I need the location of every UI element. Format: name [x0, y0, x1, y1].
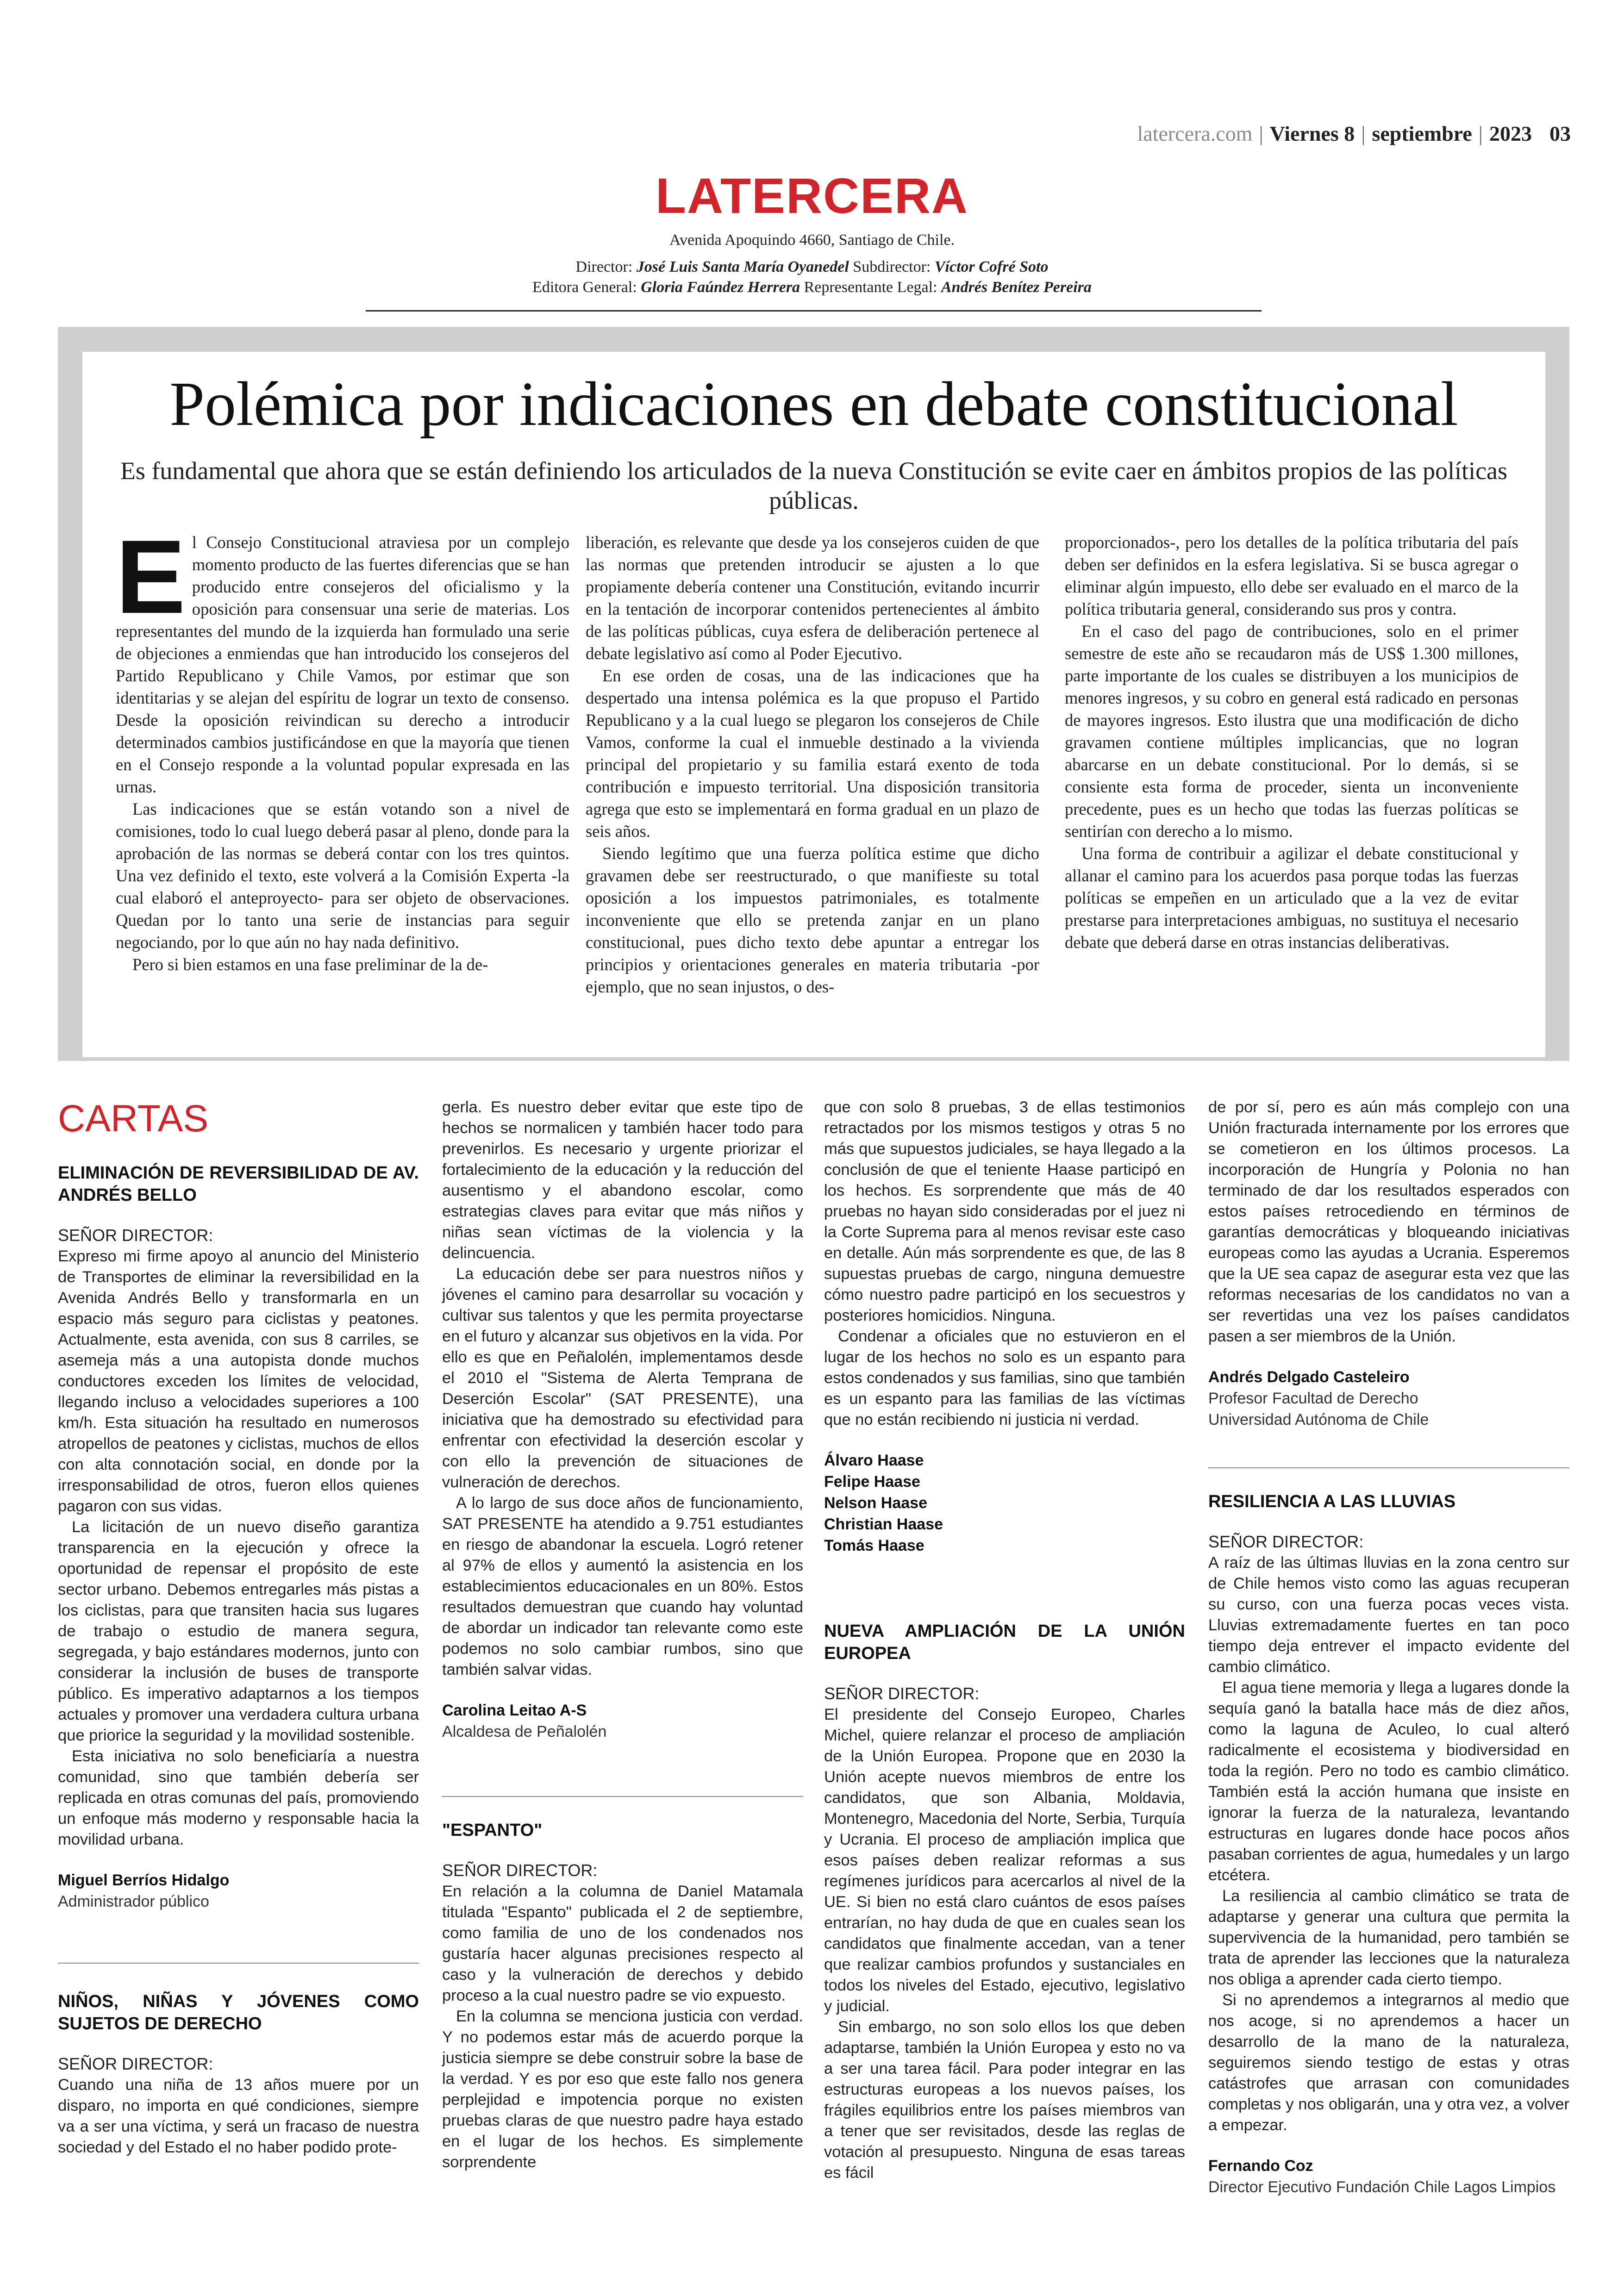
letter-paragraph: Esta iniciativa no solo beneficiaría a nuestra comunidad, sino que también debería ser replicada en otras comunas del país, promoviendo un enfoque más moderno y responsable hacia la movilidad urbana.	[58, 1747, 419, 1848]
letter-paragraph: A lo largo de sus doce años de funcionamiento, SAT PRESENTE ha atendido a 9.751 estudiantes en riesgo de abandonar la escuela. Logró retener al 97% de ellos y aumentó la asistencia en los establecimientos educacionales en un 80%. Estos resultados demuestran que cuando hay voluntad de abordar un indicador tan relevante como este podemos no solo cambiar rumbos, sino que también salvar vidas.	[442, 1494, 803, 1678]
editorial-paragraph: proporcionados-, pero los detalles de la política tributaria del país deben ser definidos en la esfera legislativa. Si se busca agregar o eliminar algún impuesto, ello debe ser evaluado en el marco de la política tributaria general, considerando sus pros y contra.	[1065, 533, 1518, 618]
credits-line-1: Director: José Luis Santa María Oyanedel Subdirector: Víctor Cofré Soto	[575, 258, 1049, 275]
letter-divider	[442, 1796, 803, 1797]
letters-column-1	[58, 1162, 419, 1912]
letter-paragraph: En relación a la columna de Daniel Matamala titulada "Espanto" publicada el 2 de septiembre, como familia de uno de los condenados nos gustaría hacer algunas precisiones respecto al caso y la vulneración de derechos y debido proceso a la cual nuestro padre se vio expuesto.	[442, 1883, 803, 2004]
editorial-paragraph: En el caso del pago de contribuciones, solo en el primer semestre de este año se recaudaron más de US$ 1.300 millones, parte importante de los cuales se distribuyen a los municipios de menores ingresos, y su cobro en general está radicado en personas de mayores ingresos. Esto ilustra que una modificación de dicho gravamen contiene múltiples implicancias, que no logran abarcarse en un debate constitucional. Por lo demás, si se consiente esta forma de proceder, sienta un inconveniente precedente, pues es un hecho que todas las fuerzas políticas se sentirían con derecho a lo mismo.	[1065, 622, 1518, 841]
subdirector-name: Víctor Cofré Soto	[934, 258, 1049, 275]
letter-signature: Fernando Coz	[1208, 2157, 1313, 2175]
letter-paragraph: que con solo 8 pruebas, 3 de ellas testimonios retractados por los mismos testigos y otras 5 no más que supuestos judiciales, se haya llegado a la conclusión de que el teniente Haase participó en los hechos. Es sorprendente que más de 40 pruebas no hayan sido consideradas por el juez ni la Corte Suprema para al menos revisar este caso en detalle. Aún más sorprendente es que, de las 8 supuestas pruebas de cargo, ninguna demuestre cómo nuestro padre participó en los secuestros y posteriores homicidios. Ninguna.	[824, 1098, 1185, 1324]
cartas-section-title: CARTAS	[58, 1098, 209, 1140]
letter-paragraph: La educación debe ser para nuestros niños y jóvenes el camino para desarrollar su vocación y cultivar sus talentos y que les permita proyectarse en el futuro y alcanzar sus objetivos en la vida. Por ello es que en Peñalolén, implementamos desde el 2010 el "Sistema de Alerta Temprana de Deserción Escolar" (SAT PRESENTE), una iniciativa que ha demostrado su efectividad para enfrentar con efectividad la deserción escolar y con ello la prevención de situaciones de vulneración de derechos.	[442, 1265, 803, 1491]
letters-column-3	[824, 1097, 1185, 1556]
letter-paragraph: En la columna se menciona justicia con verdad. Y no podemos estar más de acuerdo porque la justicia siempre se debe construir sobre la base de la verdad. Y es por eso que este fallo nos genera perplejidad e impotencia porque no existen pruebas claras de que nuestro padre haya estado en el lugar de los hechos. Es simplemente sorprendente	[442, 2008, 803, 2171]
letter-salutation: SEÑOR DIRECTOR:	[58, 2054, 213, 2073]
letters-column-2-lower	[442, 1819, 803, 2173]
editorial-paragraph: liberación, es relevante que desde ya los consejeros cuiden de que las normas que pretenden introducir se ajusten a lo que propiamente debería contener una Constitución, evitando incurrir en la tentación de incorporar contenidos pertenecientes al ámbito de las políticas públicas, cuya esfera de deliberación pertenece al debate legislativo así como al Poder Ejecutivo.	[586, 533, 1039, 663]
letter-signature: Felipe Haase	[824, 1473, 920, 1491]
letter-title: NUEVA AMPLIACIÓN DE LA UNIÓN EUROPEA	[824, 1621, 1185, 1663]
editorial-column-1	[116, 518, 569, 976]
letter-paragraph: Condenar a oficiales que no estuvieron en el lugar de los hechos no solo es un espanto para estos condenados y sus familias, sino que también es un espanto para las familias de las víctimas que no están recibiendo ni justicia ni verdad.	[824, 1328, 1185, 1428]
letter-title: "ESPANTO"	[442, 1821, 543, 1840]
newspaper-address: Avenida Apoquindo 4660, Santiago de Chile.	[669, 231, 955, 249]
letter-salutation: SEÑOR DIRECTOR:	[58, 1226, 213, 1245]
letter-paragraph: A raíz de las últimas lluvias en la zona centro sur de Chile hemos visto como las aguas recuperan su curso, con una fuerza pocas veces vista. Lluvias extremadamente fuertes en tan poco tiempo deja entrever el impacto evidente del cambio climático.	[1208, 1554, 1569, 1676]
letter-signer-role: Director Ejecutivo Fundación Chile Lagos Limpios	[1208, 2178, 1556, 2196]
letter-paragraph: La resiliencia al cambio climático se trata de adaptarse y generar una cultura que permita la supervivencia de la humanidad, pero también se trata de aprender las lecciones que la naturaleza nos obliga a aprender cada cierto tiempo.	[1208, 1887, 1569, 1988]
letter-paragraph: gerla. Es nuestro deber evitar que este tipo de hechos se normalicen y también hacer todo para prevenirlos. Es necesario y urgente priorizar el fortalecimiento de la educación y la reducción del ausentismo y el abandono escolar, como estrategias claves para evitar que más niños y niñas sean víctimas de la violencia y la delincuencia.	[442, 1098, 803, 1262]
newspaper-logo: LATERCERA	[656, 168, 968, 224]
letters-column-2	[442, 1097, 803, 1742]
letter-paragraph: Sin embargo, no son solo ellos los que deben adaptarse, también la Unión Europea y esto no va a ser una tarea fácil. Para poder integrar en las estructuras europeas a los nuevos países, los frágiles equilibrios entre los países miembros van a tener que ser revisitados, desde las reglas de votación al presupuesto. Ninguna de esas tareas es fácil	[824, 2018, 1185, 2182]
letters-column-4-lower	[1208, 1491, 1569, 2198]
letter-paragraph: La licitación de un nuevo diseño garantiza transparencia en la ejecución y ofrece la oportunidad de repensar el propósito de este sector urbano. Debemos entregarles más pistas a los ciclistas, para que transiten hacia sus lugares de trabajo o estudio de manera segura, segregada, y bajo estándares modernos, junto con considerar la inclusión de buses de transporte público. Es imperativo adaptarnos a los tiempos actuales y promover una verdadera cultura urbana que priorice la seguridad y la movilidad sostenible.	[58, 1518, 419, 1744]
editorial-paragraph: Siendo legítimo que una fuerza política estime que dicho gravamen debe ser reestructurado, o que manifieste su total oposición a los impuestos patrimoniales, es totalmente inconveniente que ello se pretenda zanjar en un plano constitucional, pues dicho texto debe apuntar a entregar los principios y orientaciones generales en materia tributaria -por ejemplo, que no sean injustos, o des-	[586, 844, 1039, 996]
editora-name: Gloria Faúndez Herrera	[641, 279, 800, 296]
letter-paragraph: Cuando una niña de 13 años muere por un disparo, no importa en qué condiciones, siempre va a ser una víctima, y será un fracaso de nuestra sociedad y del Estado el no haber podido prote-	[58, 2076, 419, 2156]
credits-line-2: Editora General: Gloria Faúndez Herrera Representante Legal: Andrés Benítez Pereira	[532, 279, 1092, 296]
website-link[interactable]: latercera.com	[1137, 122, 1253, 145]
letter-signer-role: Alcaldesa de Peñalolén	[442, 1723, 607, 1740]
letters-column-4	[1208, 1097, 1569, 1430]
editorial-subtitle: Es fundamental que ahora que se están definiendo los articulados de la nueva Constitución se evite caer en ámbitos propios de las políticas públicas.	[120, 457, 1508, 514]
letter-divider	[58, 1963, 419, 1964]
letter-signature: Nelson Haase	[824, 1494, 927, 1512]
editorial-column-2	[586, 531, 1039, 998]
letter-signature: Christian Haase	[824, 1515, 943, 1533]
section-divider	[58, 1057, 1569, 1061]
letter-signer-role: Administrador público	[58, 1893, 209, 1910]
masthead-divider	[366, 310, 1262, 312]
letter-paragraph: de por sí, pero es aún más complejo con una Unión fracturada internamente por los errores que se cometieron en los últimos procesos. La incorporación de Hungría y Polonia no han terminado de dar los resultados esperados con estos países retrocediendo en términos de garantías democráticas y bloqueando iniciativas europeas como las ayudas a Ucrania. Esperemos que la UE sea capaz de asegurar esta vez que las reformas necesarias de los candidatos no van a ser revertidas una vez los países candidatos pasen a ser miembros de la Unión.	[1208, 1098, 1569, 1345]
letter-signature: Carolina Leitao A-S	[442, 1702, 587, 1719]
editorial-title: Polémica por indicaciones en debate constitucional	[169, 369, 1458, 439]
editorial-column-3	[1065, 531, 1518, 954]
letter-paragraph: Si no aprendemos a integrarnos al medio que nos acoge, si no aprendemos a hacer un desarrollo de la mano de la naturaleza, seguiremos siendo testigo de estas y otras catástrofes que arrasan con comunidades completas y nos obligarán, una y otra vez, a volver a empezar.	[1208, 1991, 1569, 2134]
letter-salutation: SEÑOR DIRECTOR:	[1208, 1532, 1364, 1551]
letter-signer-role: Profesor Facultad de Derecho	[1208, 1390, 1418, 1407]
representante-name: Andrés Benítez Pereira	[941, 279, 1092, 296]
editorial-paragraph: l Consejo Constitucional atraviesa por un complejo momento producto de las fuertes diferencias que se han producido entre consejeros del oficialismo y la oposición para consensuar una serie de materias. Los representantes del mundo de la izquierda han formulado una serie de objeciones a enmiendas que han introducido los consejeros del Partido Republicano y Chile Vamos, por estimar que son identitarias y se alejan del espíritu de lograr un texto de consenso. Desde la oposición reivindican su derecho a introducir determinados cambios justificándose en que la mayoría que tienen en el Consejo responde a la voluntad popular expresada en las urnas.	[116, 533, 569, 796]
letters-column-3-lower	[824, 1620, 1185, 2183]
letter-divider	[1208, 1467, 1569, 1468]
letter-paragraph: El presidente del Consejo Europeo, Charles Michel, quiere relanzar el proceso de ampliación de la Unión Europea. Propone que en 2030 la Unión acepte nuevos miembros de entre los candidatos, que son Albania, Moldavia, Montenegro, Macedonia del Norte, Serbia, Turquía y Ucrania. El proceso de ampliación implica que esos países deben realizar reformas a sus regímenes jurídicos para acercarlos al nivel de la UE. Si bien no está claro cuántos de esos países entrarían, no hay duda de que en cuales sean los candidatos que finalmente accedan, van a tener que realizar cambios profundos y sustanciales en todos los niveles del Estado, ejecutivo, legislativo y judicial.	[824, 1706, 1185, 2015]
letter-signature: Andrés Delgado Casteleiro	[1208, 1368, 1410, 1386]
letter-signature: Álvaro Haase	[824, 1452, 924, 1469]
editorial-paragraph: En ese orden de cosas, una de las indicaciones que ha despertado una intensa polémica es la que propuso el Partido Republicano y a la cual luego se plegaron los consejeros de Chile Vamos, conforme la cual el inmueble destinado a la vivienda principal del propietario y su familia estará exento de toda contribución e impuesto territorial. Una disposición transitoria agrega que esto se implementará en forma gradual en un plazo de seis años.	[586, 666, 1039, 841]
editorial-dropcap: E	[116, 518, 186, 635]
editorial-paragraph: Una forma de contribuir a agilizar el debate constitucional y allanar el camino para los acuerdos pasa porque todas las fuerzas políticas se empeñen en un articulado que a la vez de evitar prestarse para interpretaciones ambiguas, no sustituya el necesario debate que deberá darse en otras instancias deliberativas.	[1065, 844, 1518, 952]
letter-title: ELIMINACIÓN DE REVERSIBILIDAD DE AV. ANDRÉS BELLO	[58, 1163, 419, 1205]
editorial-paragraph: Las indicaciones que se están votando son a nivel de comisiones, todo lo cual luego deberá pasar al pleno, donde para la aprobación de las normas se deberá contar con los tres quintos. Una vez definido el texto, este volverá a la Comisión Experta -la cual elaboró el anteproyecto- para ser objeto de observaciones. Quedan por lo tanto una serie de instancias para seguir negociando, por lo que aún no hay nada definitivo.	[116, 799, 569, 952]
director-name: José Luis Santa María Oyanedel	[636, 258, 849, 275]
letter-salutation: SEÑOR DIRECTOR:	[442, 1861, 598, 1880]
date-line: latercera.com | Viernes 8 | septiembre | 2023 03	[1137, 122, 1571, 145]
letter-paragraph: El agua tiene memoria y llega a lugares donde la sequía ganó la batalla hace más de diez años, como la laguna de Aculeo, lo cual alteró radicalmente el ecosistema y biodiversidad en toda la región. Pero no todo es cambio climático. También está la acción humana que insiste en ignorar la fuerza de la naturaleza, levantando estructuras en lugares donde hace pocos años pasaban corrientes de agua, humedales y un largo etcétera.	[1208, 1679, 1569, 1884]
editorial-paragraph: Pero si bien estamos en una fase preliminar de la de-	[132, 955, 488, 974]
page-number: 03	[1549, 122, 1571, 145]
letters-column-1-lower	[58, 1990, 419, 2158]
letter-signature: Miguel Berríos Hidalgo	[58, 1871, 230, 1889]
date-year: 2023	[1489, 122, 1532, 145]
date-month: septiembre	[1372, 122, 1472, 145]
letter-signature: Tomás Haase	[824, 1537, 924, 1554]
date-day: Viernes 8	[1269, 122, 1355, 145]
letter-signer-affiliation: Universidad Autónoma de Chile	[1208, 1411, 1429, 1428]
letter-title: NIÑOS, NIÑAS Y JÓVENES COMO SUJETOS DE DERECHO	[58, 1992, 419, 2033]
letter-title: RESILIENCIA A LAS LLUVIAS	[1208, 1492, 1456, 1511]
letter-paragraph: Expreso mi firme apoyo al anuncio del Ministerio de Transportes de eliminar la reversibilidad en la Avenida Andrés Bello y transformarla en un espacio más seguro para ciclistas y peatones. Actualmente, esta avenida, con sus 8 carriles, se asemeja más a una autopista donde muchos conductores exceden los límites de velocidad, llegando incluso a velocidades superiores a 100 km/h. Esta situación ha resultado en numerosos atropellos de peatones y ciclistas, muchos de ellos con alta connotación social, en donde por la irresponsabilidad de otros, fueron ellos quienes pagaron con sus vidas.	[58, 1247, 419, 1515]
letter-salutation: SEÑOR DIRECTOR:	[824, 1684, 980, 1703]
